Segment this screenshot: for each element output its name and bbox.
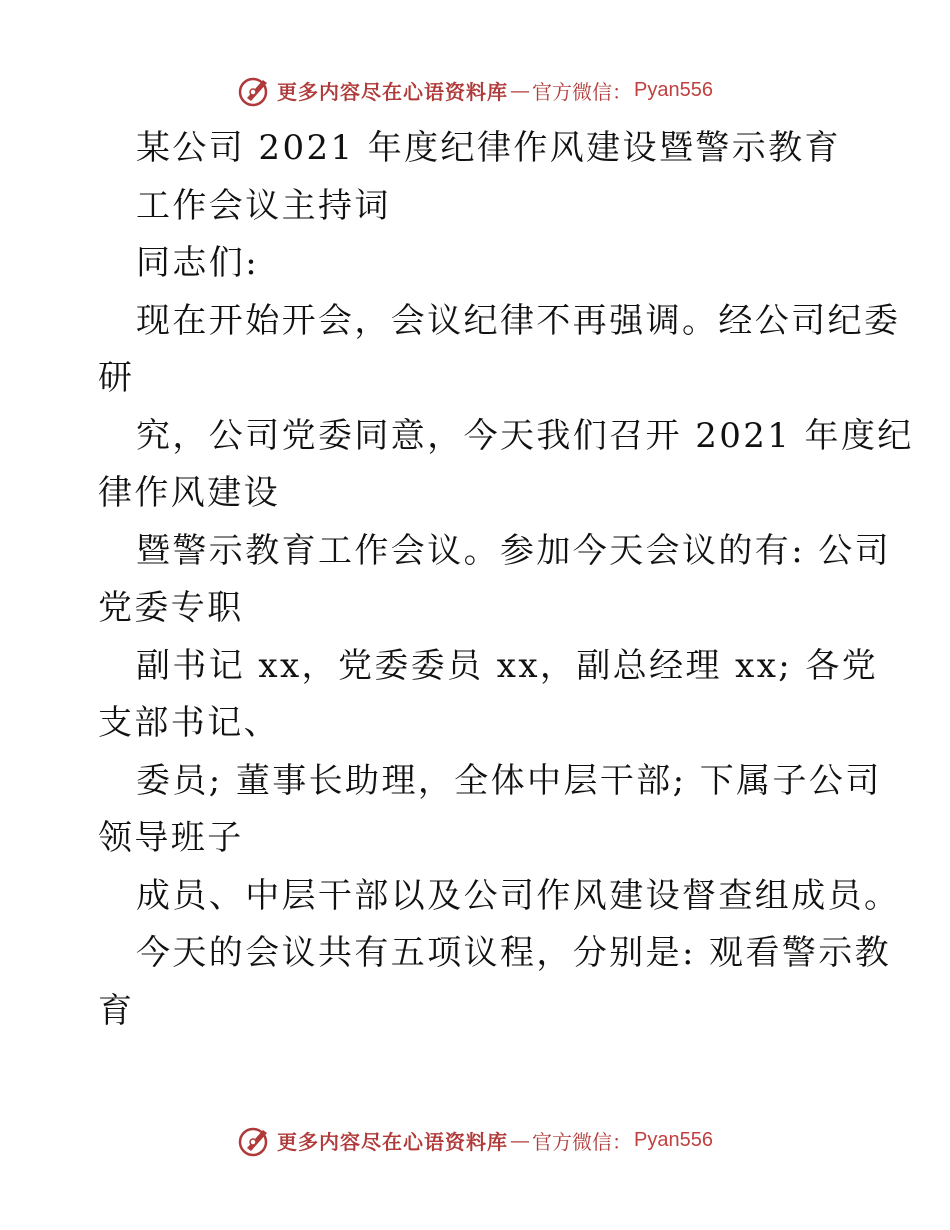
watermark-wechat-id: Pyan556 <box>634 78 713 101</box>
watermark-dash: — <box>510 1128 531 1152</box>
text-line: 研 <box>98 358 135 398</box>
text-line: 副书记 xx，党委委员 xx，副总经理 xx; 各党 <box>136 645 879 686</box>
text-line: 委员; 董事长助理，全体中层干部; 下属子公司 <box>136 760 882 801</box>
watermark-wechat-id: Pyan556 <box>634 1128 713 1151</box>
text-line: 育 <box>98 990 135 1031</box>
footer-watermark <box>0 1120 950 1160</box>
watermark-wechat-label: 官方微信： <box>532 1129 633 1154</box>
watermark-dash: — <box>510 78 531 102</box>
text-line: 领导班子 <box>98 818 244 858</box>
text-line: 暨警示教育工作会议。参加今天会议的有: 公司 <box>136 530 892 571</box>
text-line: 现在开始开会，会议纪律不再强调。经公司纪委 <box>136 300 901 341</box>
document-body <box>98 120 914 1040</box>
watermark-text: 更多内容尽在心语资料库 <box>277 1129 509 1154</box>
text-line: 某公司 2021 年度纪律作风建设暨警示教育 <box>136 128 841 168</box>
watermark-text: 更多内容尽在心语资料库 <box>277 79 509 104</box>
watermark-wechat-label: 官方微信： <box>532 79 633 104</box>
text-line: 成员、中层干部以及公司作风建设督查组成员。 <box>136 875 901 916</box>
pen-circle-logo-icon <box>237 72 273 108</box>
text-line: 律作风建设 <box>98 473 280 513</box>
header-watermark <box>0 70 950 110</box>
text-line: 今天的会议共有五项议程，分别是: 观看警示教 <box>136 933 892 973</box>
text-line: 工作会议主持词 <box>136 185 391 226</box>
text-line: 同志们: <box>136 243 260 283</box>
text-line: 党委专职 <box>98 588 244 628</box>
text-line: 支部书记、 <box>98 703 280 743</box>
text-line: 究，公司党委同意，今天我们召开 2021 年度纪 <box>136 415 914 456</box>
pen-circle-logo-icon <box>237 1122 273 1158</box>
